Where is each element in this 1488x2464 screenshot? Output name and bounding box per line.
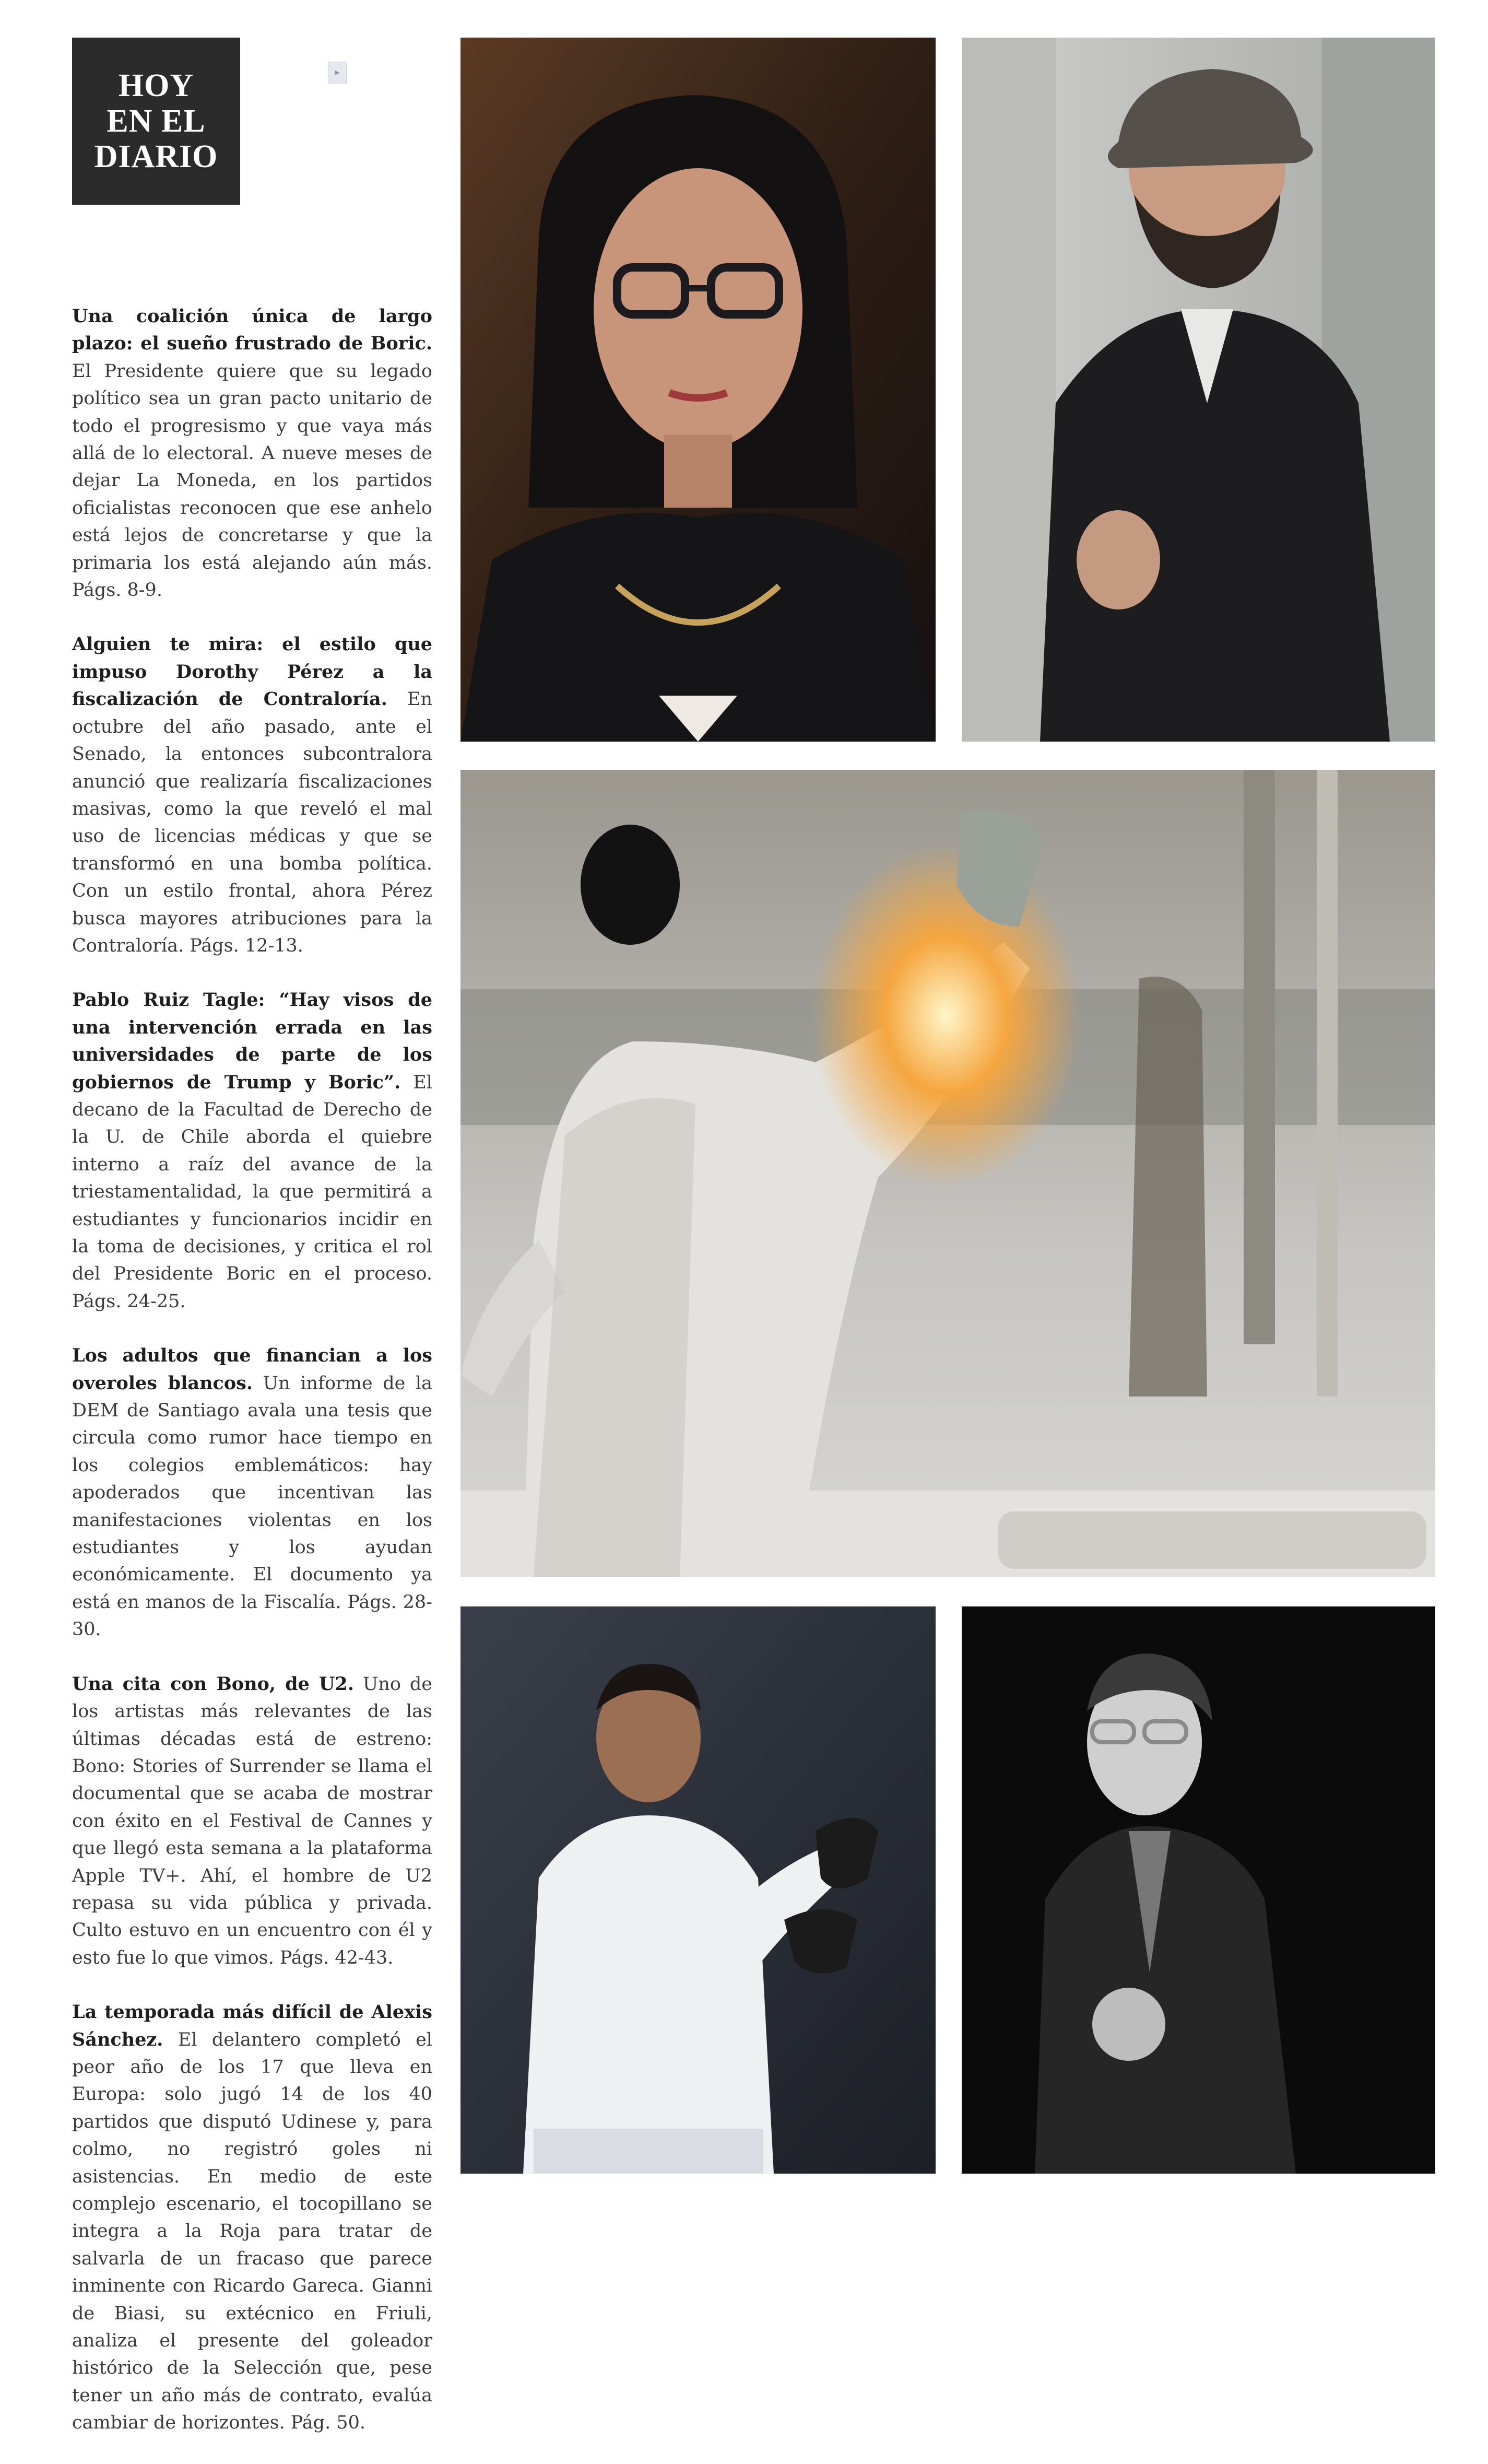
badge-line-2: EN EL xyxy=(107,103,206,139)
story-body: El delantero completó el peor año de los 17 que lleva en Europa: solo jugó 14 de los 40 partidos que disputó Udinese y, para colmo, no registró goles ni asistencias. En medio de este complejo escenario, el tocopillano se integra a la Roja para tratar de salvarla de un fracaso que parece inminente con Ricardo Gareca. Gianni de Biasi, su extécnico en Friuli, analiza el presente del goleador histórico de la Selección que, pese tener un año más de contrato, evalúa cambiar de horizontes. Pág. 50. xyxy=(72,2029,432,2434)
photo-alexis-sanchez[interactable] xyxy=(460,1606,936,2174)
story-alexis-sanchez[interactable] xyxy=(72,1999,432,2437)
story-headline: Los adultos que financian a los overoles blancos. xyxy=(72,1345,432,1394)
story-boric-coalicion[interactable] xyxy=(72,303,432,604)
badge-line-3: DIARIO xyxy=(94,139,218,174)
photo-bono[interactable] xyxy=(962,1606,1435,2174)
story-headline: La temporada más difícil de Alexis Sánchez. xyxy=(72,2001,432,2050)
pdf-marker-icon: ▸ xyxy=(328,62,347,84)
story-headline: Una cita con Bono, de U2. xyxy=(72,1673,354,1695)
story-body: En octubre del año pasado, ante el Senado, la entonces subcontralora anunció que realizaría fiscalizaciones masivas, como la que reveló el mal uso de licencias médicas y que se transformó en una bomba política. Con un estilo frontal, ahora Pérez busca mayores atribuciones para la Contraloría. Págs. 12-13. xyxy=(72,689,432,956)
story-headline: Una coalición única de largo plazo: el sueño frustrado de Boric. xyxy=(72,306,432,355)
story-contraloria[interactable] xyxy=(72,631,432,959)
story-body: El decano de la Facultad de Derecho de la U. de Chile aborda el quiebre interno a raíz del avance de la triestamentalidad, la que permitirá a estudiantes y funcionarios incidir en la toma de decisiones, y critica el rol del Presidente Boric en el proceso. Págs. 24-25. xyxy=(72,1072,432,1312)
stories-column xyxy=(72,303,432,2464)
photo-dorothy-perez[interactable] xyxy=(460,38,936,742)
badge-line-1: HOY xyxy=(118,68,194,103)
story-headline: Pablo Ruiz Tagle: “Hay visos de una intervención errada en las universidades de parte de los gobiernos de Trump y Boric”. xyxy=(72,989,432,1093)
photo-boric[interactable] xyxy=(962,38,1435,742)
story-bono[interactable] xyxy=(72,1671,432,1972)
photo-overoles-blancos[interactable] xyxy=(460,770,1435,1577)
story-headline: Alguien te mira: el estilo que impuso Dorothy Pérez a la fiscalización de Contraloría. xyxy=(72,633,432,710)
story-body: El Presidente quiere que su legado político sea un gran pacto unitario de todo el progresismo y que vaya más allá de lo electoral. A nueve meses de dejar La Moneda, en los partidos oficialistas reconocen que ese anhelo está lejos de concretarse y que la primaria los está alejando aún más. Págs. 8-9. xyxy=(72,360,432,601)
section-badge xyxy=(72,38,240,205)
story-ruiz-tagle[interactable] xyxy=(72,987,432,1315)
story-body: Un informe de la DEM de Santiago avala una tesis que circula como rumor hace tiempo en los colegios emblemáticos: hay apoderados que incentivan las manifestaciones violentas en los estudiantes y los ayudan económicamente. El documento ya está en manos de la Fiscalía. Págs. 28-30. xyxy=(72,1372,432,1640)
story-overoles-blancos[interactable] xyxy=(72,1342,432,1643)
story-body: Uno de los artistas más relevantes de las últimas décadas está de estreno: Bono: Stories of Surrender se llama el documental que se acaba de mostrar con éxito en el Festival de Cannes y que llegó esta semana a la plataforma Apple TV+. Ahí, el hombre de U2 repasa su vida pública y privada. Culto estuvo en un encuentro con él y esto fue lo que vimos. Págs. 42-43. xyxy=(72,1673,432,1968)
